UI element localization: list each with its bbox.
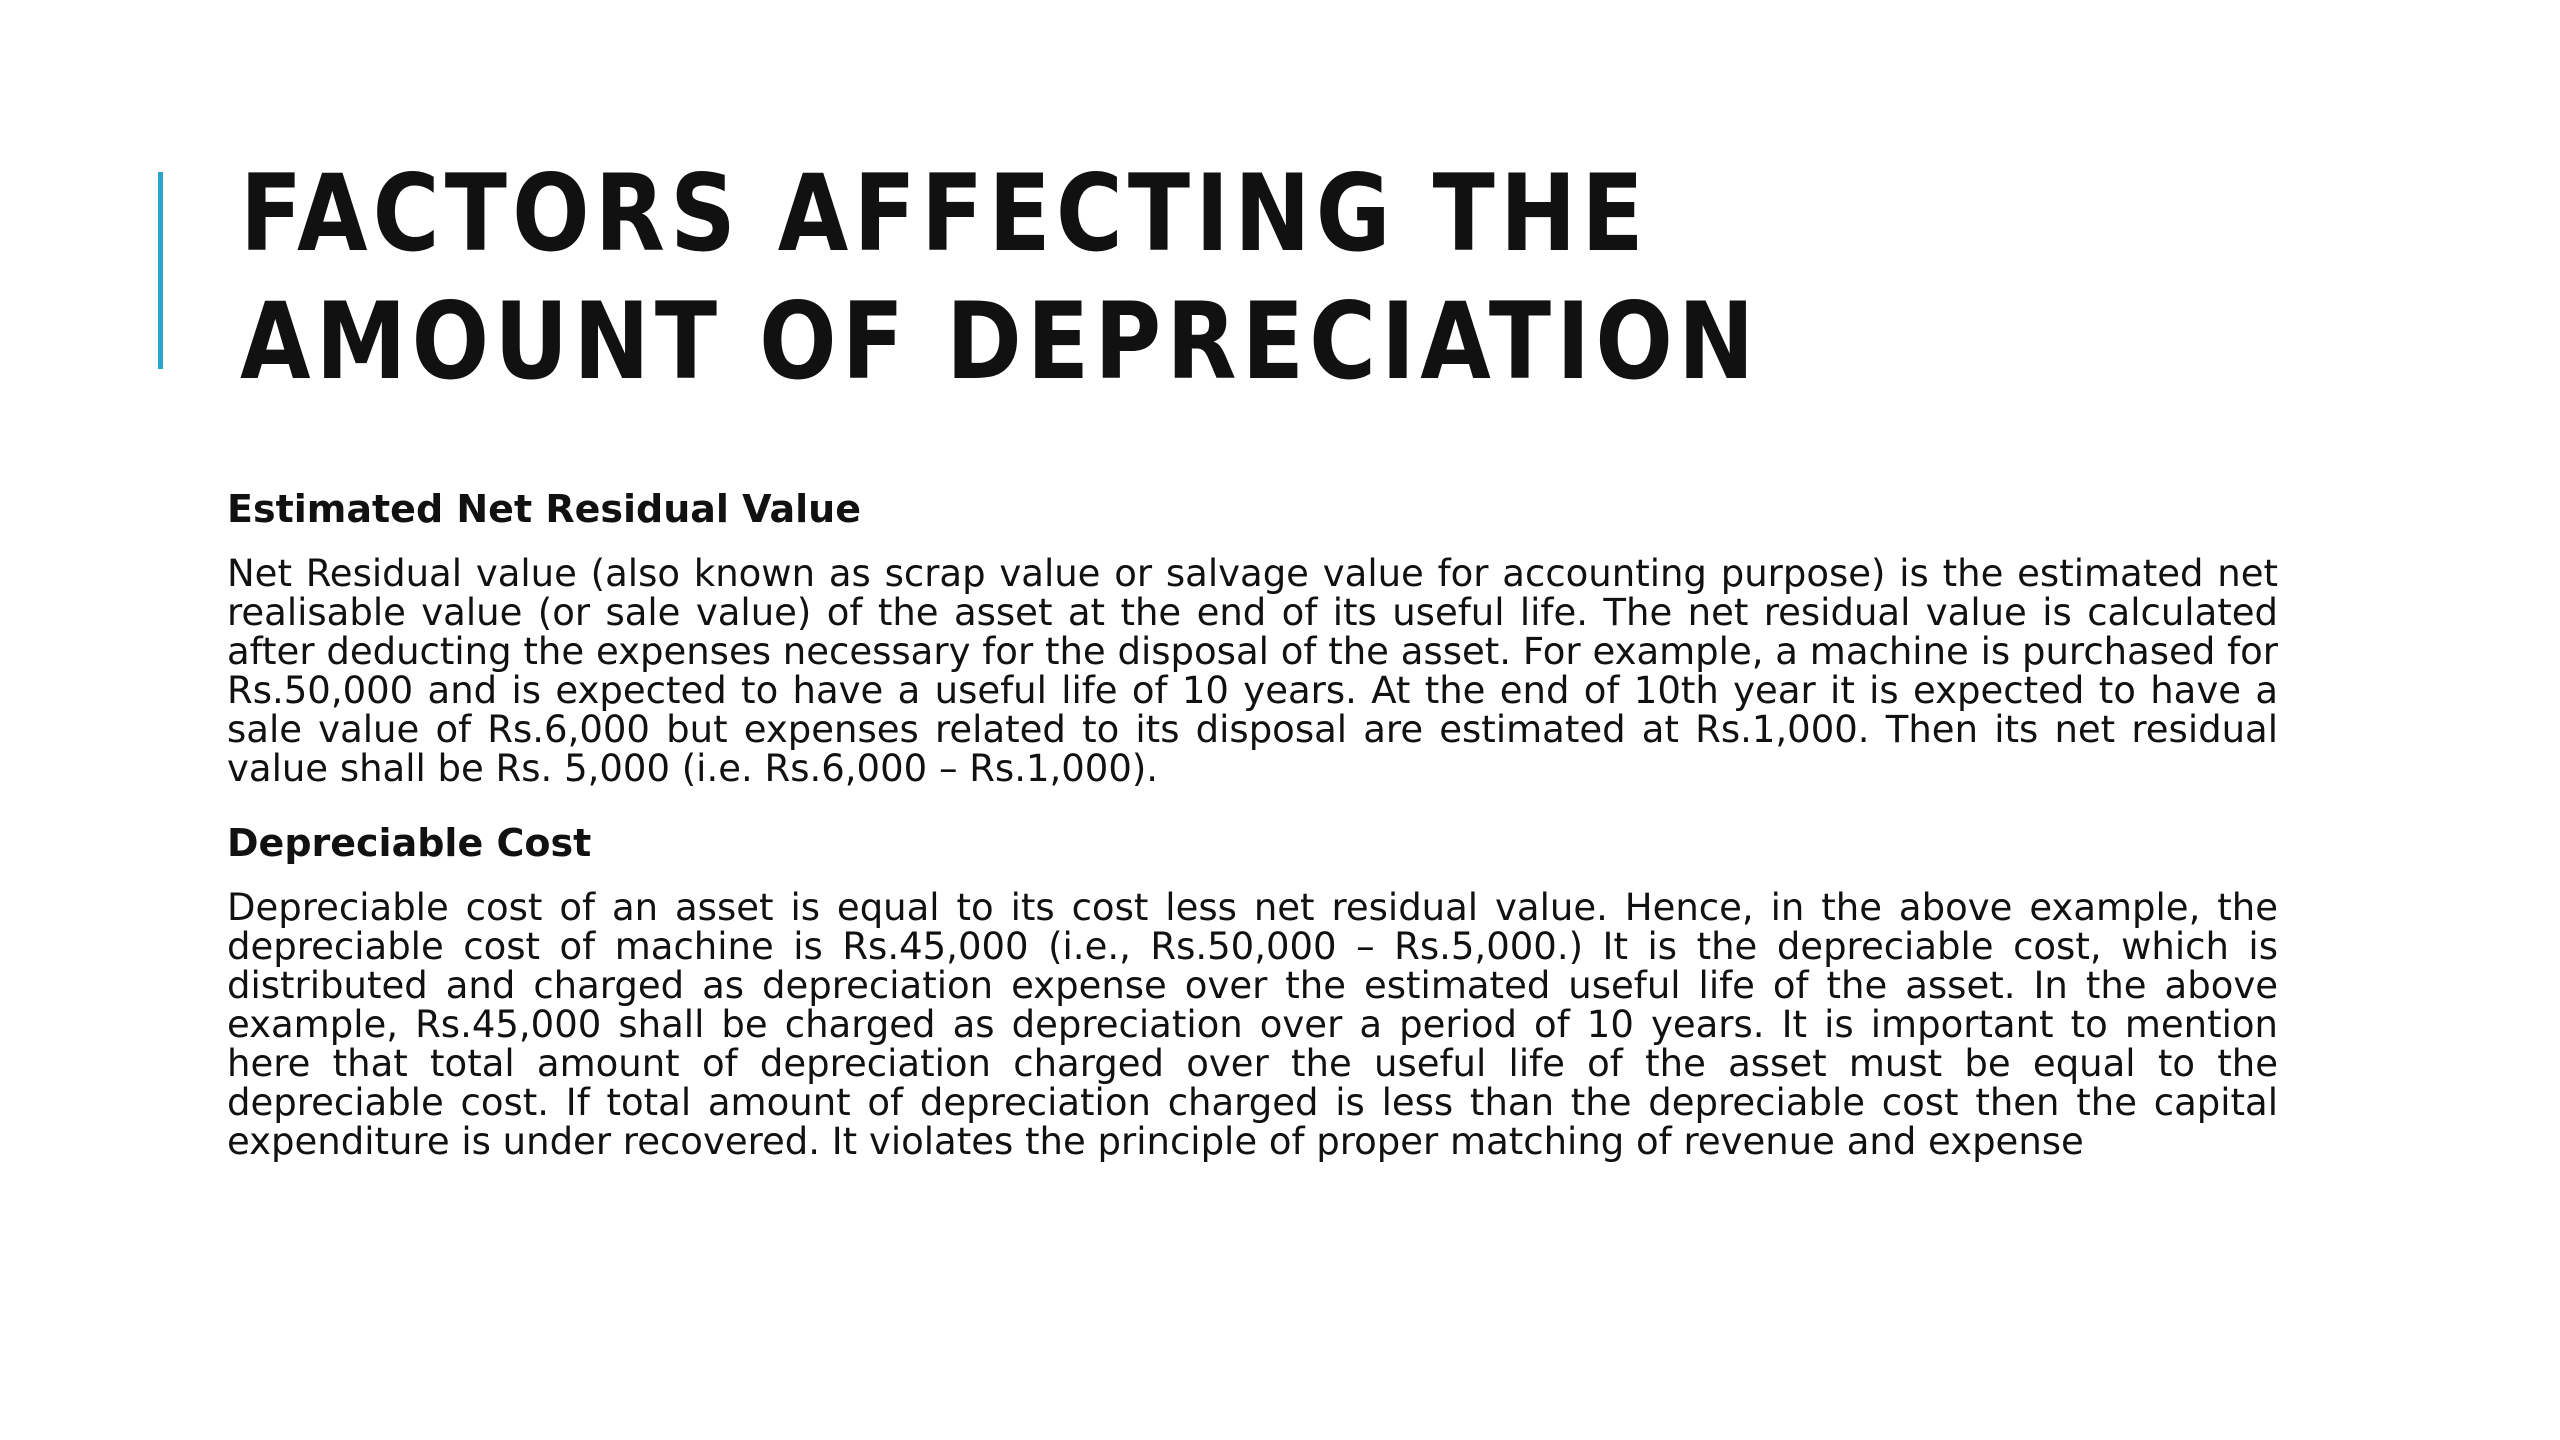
slide-body bbox=[227, 482, 2278, 1161]
section-paragraph-depreciable-cost: Depreciable cost of an asset is equal to its cost less net residual value. Hence, in the above example, the depreciable cost of machine is Rs.45,000 (i.e., Rs.50,000 – Rs.5,000.) It is the depreciable cost, which is distributed and charged as depreciation expense over the estimated useful life of the asset. In the above example, Rs.45,000 shall be charged as depreciation over a period of 10 years. It is important to mention here that total amount of depreciation charged over the useful life of the asset must be equal to the depreciable cost. If total amount of depreciation charged is less than the depreciable cost then the capital expenditure is under recovered. It violates the principle of proper matching of revenue and expense bbox=[227, 886, 2278, 1163]
section-paragraph-residual-value: Net Residual value (also known as scrap value or salvage value for accounting purpose) is the estimated net realisable value (or sale value) of the asset at the end of its useful life. The net residual value is calculated after deducting the expenses necessary for the disposal of the asset. For example, a machine is purchased for Rs.50,000 and is expected to have a useful life of 10 years. At the end of 10th year it is expected to have a sale value of Rs.6,000 but expenses related to its disposal are estimated at Rs.1,000. Then its net residual value shall be Rs. 5,000 (i.e. Rs.6,000 – Rs.1,000). bbox=[227, 552, 2278, 790]
title-accent-bar bbox=[158, 172, 163, 369]
section-heading-depreciable-cost: Depreciable Cost bbox=[227, 821, 592, 865]
section-heading-residual-value: Estimated Net Residual Value bbox=[227, 487, 861, 531]
slide-title: FACTORS AFFECTING THE AMOUNT OF DEPRECIATION bbox=[240, 152, 1760, 403]
